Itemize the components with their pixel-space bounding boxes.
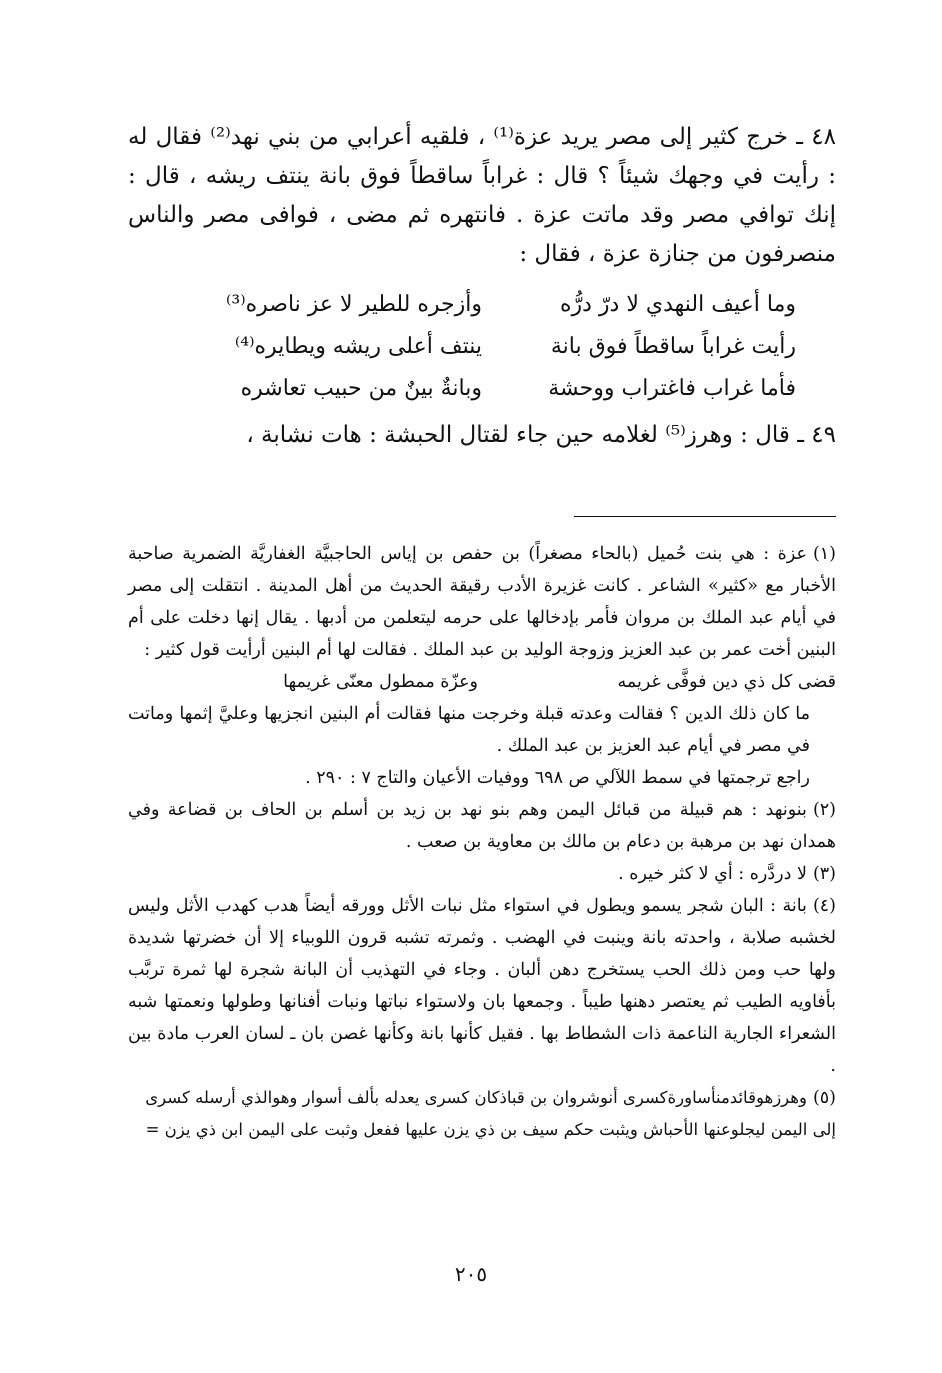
footnote-number: (٢) — [812, 800, 836, 820]
footnote-number: (١) — [812, 544, 836, 564]
main-text — [128, 118, 836, 455]
footnote-text: إلى اليمن ليجلوعنها الأحباش ويثبت حكم سيف بن ذي يزن عليها ففعل وثبت على اليمن ابن ذي يزن = — [145, 1120, 836, 1139]
paragraph-48: ٤٨ ـ خرج كثير إلى مصر يريد عزة⁽¹⁾ ، فلقيه أعرابي من بني نهد⁽²⁾ فقال له : رأيت في وجهك شيئاً ؟ قال : غراباً ساقطاً فوق بانة ينتف ريشه ، قال : إنك توافي مصر وقد ماتت عزة . فانتهره ثم مضى ، فوافى مصر والناس منصرفون من جنازة عزة ، فقال : — [128, 124, 836, 267]
poem — [182, 284, 796, 410]
footnote-5 — [128, 1082, 836, 1114]
verse-line — [182, 326, 796, 368]
couplet-first: قضى كل ذي دين فوفَّى غريمه — [617, 672, 836, 692]
verse-line — [182, 284, 796, 326]
footnote-number: (٥) — [812, 1088, 836, 1108]
footnote-text: عزة : هي بنت حُميل (بالحاء مصغراً) بن حفص بن إياس الحاجبيَّة الغفاريَّة الضمرية صاحبة الأخبار مع «كثير» الشاعر . كانت غزيرة الأدب رقيقة الحديث من أهل المدينة . انتقلت إلى مصر في أيام عبد الملك بن مروان فأمر بإدخالها على حرمه ليتعلمن من أدبها . يقال إنها دخلت على أم البنين أخت عمر بن عبد العزيز وزوجة الوليد بن عبد الملك . فقالت لها أم البنين أرأيت قول كثير : — [128, 544, 836, 660]
verse-second-hemistich: ينتف أعلى ريشه ويطايره⁽⁴⁾ — [234, 334, 482, 359]
footnote-text: بنونهد : هم قبيلة من قبائل اليمن وهم بنو نهد بن زيد بن أسلم بن الحاف بن قضاعة وفي همدان نهد بن مرهبة بن دعام بن مالك بن معاوية بن صعب . — [128, 800, 836, 852]
verse-second-hemistich: وبانةٌ بينٌ من حبيب تعاشره — [240, 376, 482, 401]
footnote-continuation: ما كان ذلك الدين ؟ فقالت وعدته قبلة وخرجت منها فقالت أم البنين انجزيها وعليَّ إثمها وماتت في مصر في أيام عبد العزيز بن عبد الملك . — [128, 704, 810, 756]
footnote-text: بانة : البان شجر يسمو ويطول في استواء مثل نبات الأثل وورقه أيضاً هدب كهدب الأثل وليس لخشبه صلابة ، واحدته بانة وينبت في الهضب . وثمرته تشبه قرون اللوبياء إلا أن خضرتها شديدة ولها حب ومن ذلك الحب يستخرج دهن ألبان . وجاء في التهذيب أن البانة شجرة لها ثمرة تربَّب بأفاويه الطيب ثم يعتصر دهنها طيباً . وجمعها بان ولاستواء نباتها ونبات أفنانها وطولها ونعمتها شبه الشعراء الجارية الناعمة ذات الشطاط بها . فقيل كأنها بانة وكأنها غصن بان ـ لسان العرب مادة بين . — [128, 896, 836, 1076]
footnote-3 — [128, 858, 836, 890]
paragraph-49: ٤٩ ـ قال : وهرز⁽⁵⁾ لغلامه حين جاء لقتال الحبشة : هات نشابة ، — [246, 422, 836, 448]
footnote-5-line-2 — [128, 1114, 836, 1146]
verse-second-hemistich: وأزجره للطير لا عز ناصره⁽³⁾ — [225, 292, 482, 317]
footnotes — [128, 538, 836, 1146]
footnote-divider — [574, 516, 836, 517]
verse-first-hemistich: رأيت غراباً ساقطاً فوق بانة — [550, 334, 796, 359]
verse-first-hemistich: وما أعيف النهدي لا درّ درُّه — [559, 292, 796, 317]
footnote-text: لا دردَّره : أي لا كثر خيره . — [618, 864, 807, 884]
page-number: ٢٠٥ — [454, 1262, 488, 1286]
book-page — [128, 118, 836, 1318]
footnote-2 — [128, 794, 836, 858]
footnote-4 — [128, 890, 836, 1082]
footnote-number: (٤) — [812, 896, 836, 916]
footnote-text: وهرزهوقائدمنأساورةكسرى أنوشروان بن قباذكان كسرى يعدله بألف أسوار وهوالذي أرسله كسرى — [145, 1088, 807, 1107]
verse-line — [182, 368, 796, 410]
footnote-couplet — [128, 666, 836, 698]
footnote-1 — [128, 538, 836, 666]
footnote-number: (٣) — [812, 864, 836, 884]
footnote-reference: راجع ترجمتها في سمط اللآلي ص ٦٩٨ ووفيات الأعيان والتاج ٧ : ٢٩٠ . — [305, 768, 810, 788]
couplet-second: وعزّة ممطول معنّى غريمها — [283, 672, 478, 692]
verse-first-hemistich: فأما غراب فاغتراب ووحشة — [548, 376, 796, 401]
